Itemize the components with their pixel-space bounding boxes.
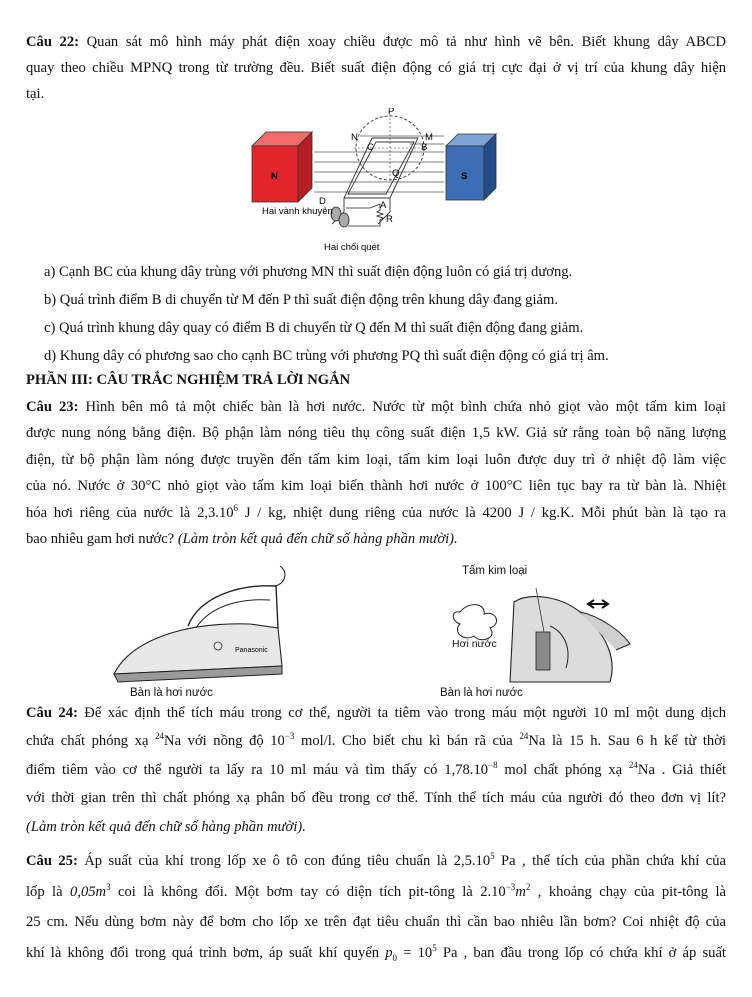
steam-label: Hơi nước xyxy=(452,638,497,650)
point-b-label: B xyxy=(421,142,428,153)
question-22-text: Câu 22: Quan sát mô hình máy phát điện xoay chiều được mô tả như hình vẽ bên. Biết khung dây ABCD quay theo chiều MPNQ trong từ trường đều. Biết suất điện động có giá trị cực đại ở vị trí của khung dây hiện tại. xyxy=(26,34,726,102)
part-3-heading: PHẦN III: CÂU TRẮC NGHIỆM TRẢ LỜI NGẮN xyxy=(26,372,351,388)
slip-rings xyxy=(331,207,349,227)
steam-cloud-icon xyxy=(453,605,496,640)
question-25-label: Câu 25: xyxy=(26,853,78,869)
metal-plate xyxy=(536,632,550,670)
coil-frame xyxy=(332,138,418,224)
steam-iron-figure-left xyxy=(100,562,300,692)
question-22-label: Câu 22: xyxy=(26,34,80,50)
slip-rings-label: Hai vành khuyên xyxy=(262,206,333,217)
point-r-label: R xyxy=(386,214,393,225)
metal-plate-label: Tấm kim loại xyxy=(462,565,528,577)
question-24-label: Câu 24: xyxy=(26,705,78,721)
pole-n-label: N xyxy=(271,171,278,182)
magnet-north-pole xyxy=(252,132,312,202)
steam-iron-figure-right xyxy=(440,582,640,692)
point-c-label: C xyxy=(367,142,374,153)
point-p-label: P xyxy=(388,108,395,117)
brushes-and-load xyxy=(346,204,383,226)
brushes-label: Hai chổi quét xyxy=(324,242,380,253)
point-d-label: D xyxy=(319,196,326,207)
question-23-label: Câu 23: xyxy=(26,399,79,415)
question-22-option-b: b) Quá trình điểm B di chuyển từ M đến P thì suất điện động trên khung dây đang giảm. xyxy=(44,292,559,308)
point-q-label: Q xyxy=(392,168,400,179)
question-22-option-c: c) Quá trình khung dây quay có điểm B di chuyển từ Q đến M thì suất điện động đang giảm. xyxy=(44,320,584,336)
pole-s-label: S xyxy=(461,171,468,182)
steam-iron-caption-right: Bàn là hơi nước xyxy=(440,687,523,699)
question-24-text: Câu 24: Để xác định thể tích máu trong cơ thể, người ta tiêm vào trong máu một người 10 ml một dung dịch chứa chất phóng xạ $^{24}$Na với nồng độ $10^{-3}$ mol/l. Cho biết chu kì bán rã của $^{24}$Na là 15 h. Sau 6 h kể từ thời điểm tiêm vào cơ thể người ta lấy ra 10 ml máu và tìm thấy có $1,78.10^{-8}$ mol chất phóng xạ $^{24}$Na . Giả thiết với thời gian trên thì chất phóng xạ phân bố đều trong cơ thể. Tính thể tích máu của người đó theo đơn vị lít? (Làm tròn kết quả đến chữ số hàng phần mười). xyxy=(26,705,726,835)
brand-label: Panasonic xyxy=(235,647,268,654)
question-22-option-d: d) Khung dây có phương sao cho cạnh BC trùng với phương PQ thì suất điện động có giá trị âm. xyxy=(44,348,609,364)
magnet-south-pole xyxy=(446,134,496,200)
question-23-text: Câu 23: Hình bên mô tả một chiếc bàn là hơi nước. Nước từ một bình chứa nhỏ giọt vào một tấm kim loại được nung nóng bằng điện. Bộ phận làm nóng tiêu thụ công suất điện 1,5 kW. Giả sử rằng toàn bộ năng lượng điện, từ bộ phận làm nóng được truyền đến tấm kim loại, tấm kim loại luôn được duy trì ở nhiệt độ làm việc của nó. Nước ở 30°C nhỏ giọt vào tấm kim loại biến thành hơi nước ở 100°C liên tục bay ra từ bàn là. Nhiệt hóa hơi riêng của nước là 2,3.10$^6$ J / kg, nhiệt dung riêng của nước là 4200 J / kg.K. Mỗi phút bàn là tạo ra bao nhiêu gam hơi nước? (Làm tròn kết quả đến chữ số hàng phần mười). xyxy=(26,399,727,548)
point-m-label: M xyxy=(425,132,433,143)
question-22-option-a: a) Cạnh BC của khung dây trùng với phương MN thì suất điện động luôn có giá trị dương. xyxy=(44,264,573,280)
steam-iron-caption-left: Bàn là hơi nước xyxy=(130,687,213,699)
question-25-text: Câu 25: Áp suất của khí trong lốp xe ô tô con đúng tiêu chuẩn là 2,5.10$^5$ Pa , thể tích của phần chứa khí của lốp là $0,05m^3$ coi là không đổi. Một bơm tay có diện tích pit-tông là $2.10^{-3}m^2$ , khoảng chạy của pit-tông là 25 cm. Nếu dùng bơm này để bơm cho lốp xe trên đạt tiêu chuẩn thì cần bao nhiêu lần bơm? Coi nhiệt độ của khí là không đổi trong quá trình bơm, áp suất khí quyển $p_0 = 10^5$ Pa , ban đầu trong lốp có chứa khí ở áp suất xyxy=(26,851,726,963)
point-n-label: N xyxy=(351,132,358,143)
point-a-label: A xyxy=(380,200,387,211)
generator-figure xyxy=(240,108,500,256)
